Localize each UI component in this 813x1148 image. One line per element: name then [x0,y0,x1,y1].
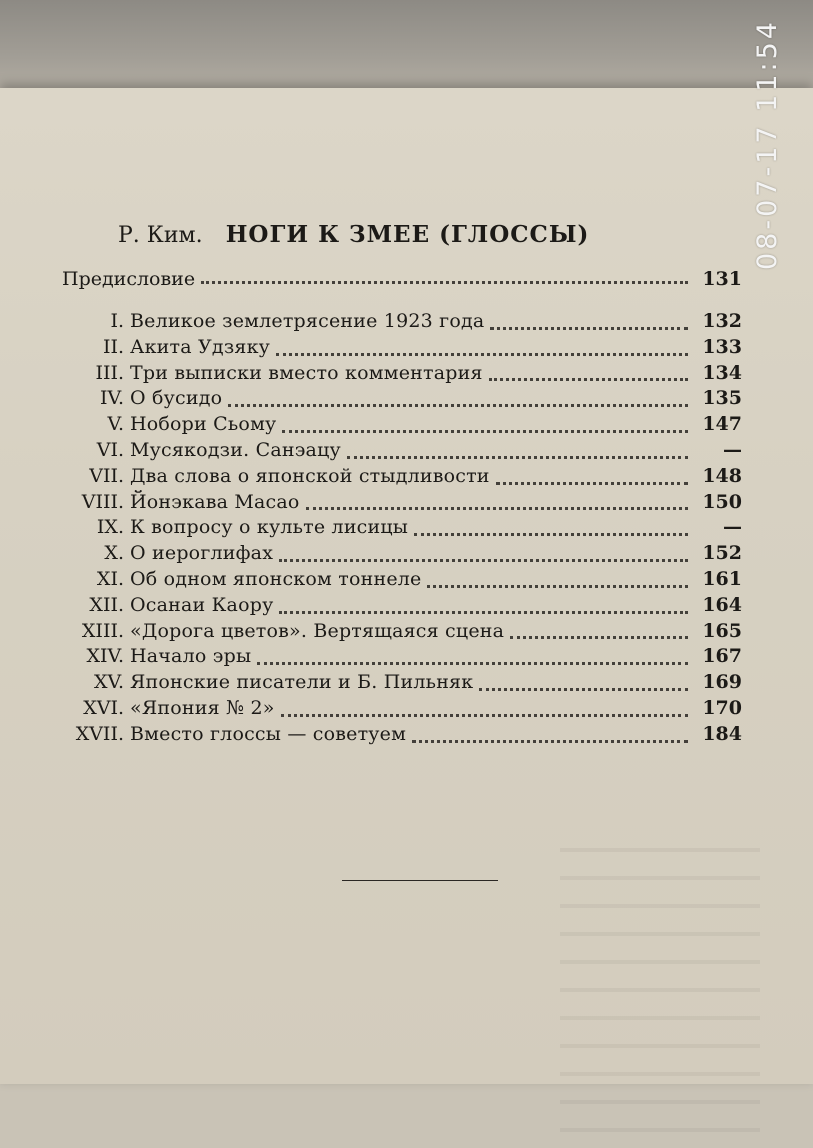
dot-leader [201,281,688,284]
chapter-number: XVI. [83,696,124,719]
page-number: 165 [702,619,742,642]
page-number: 169 [702,671,742,694]
dot-leader [510,636,688,639]
toc-entry [60,516,742,542]
toc-entry [60,336,742,362]
dot-leader [306,507,688,510]
page-number: 167 [702,645,742,668]
chapter-number: XIII. [81,619,124,642]
chapter-title: Японские писатели и Б. Пильняк [130,671,474,694]
dot-leader [496,482,688,485]
chapter-number: XVII. [75,722,124,745]
page-number: 132 [702,310,742,332]
page-number: — [723,438,742,461]
page-number: 152 [702,542,742,565]
photo-background [0,0,813,96]
chapter-number: III. [95,361,124,384]
page-number: 131 [702,268,742,290]
chapter-title: Мусякодзи. Санэацу [130,438,341,461]
chapter-number: V. [107,413,124,436]
dot-leader [279,559,688,562]
toc-entry [60,620,742,646]
chapter-title: Два слова о японской стыдливости [130,464,490,487]
chapter-title: Вместо глоссы — советуем [130,722,407,745]
chapter-title: Об одном японском тоннеле [130,567,422,590]
chapter-number: I. [110,310,124,332]
toc-entry [60,542,742,568]
dot-leader [347,456,688,459]
dot-leader [479,688,688,691]
toc-entry [60,387,742,413]
photo-timestamp: 08-07-17 11:54 [752,19,783,270]
chapter-title: К вопросу о культе лисицы [130,516,409,539]
chapter-number: VI. [96,438,124,461]
toc-entry [60,413,742,439]
chapter-title: Великое землетрясение 1923 года [130,310,485,332]
toc-entry [60,671,742,697]
dot-leader [414,533,688,536]
toc-entry [60,723,742,749]
dot-leader [412,740,688,743]
dot-leader [490,327,688,330]
page-number: 184 [702,722,742,745]
toc-entry [60,310,742,336]
dot-leader [276,353,688,356]
page-number: 164 [702,593,742,616]
chapter-number: XIV. [86,645,124,668]
toc-entry [60,491,742,517]
chapter-number: VII. [89,464,124,487]
toc-entry [60,465,742,491]
chapter-title: Йонэкава Масао [130,490,300,513]
chapter-title: Нобори Сьому [130,413,277,436]
page-number: — [723,516,742,539]
chapter-title: Три выписки вместо комментария [130,361,483,384]
dot-leader [489,378,688,381]
bleed-through-text [560,848,760,1148]
toc-preface-row [62,268,742,290]
page-number: 148 [702,464,742,487]
chapter-number: XII. [89,593,124,616]
dot-leader [427,585,688,588]
chapter-title: «Дорога цветов». Вертящаяся сцена [130,619,505,642]
dot-leader [279,611,688,614]
page-number: 170 [702,696,742,719]
chapter-number: II. [102,335,124,358]
page-number: 147 [702,413,742,436]
dot-leader [257,662,688,665]
toc-entry [60,362,742,388]
toc-entry [60,594,742,620]
table-of-contents [60,310,742,749]
page-number: 134 [702,361,742,384]
chapter-number: VIII. [81,490,124,513]
page-number: 135 [702,387,742,410]
preface-label: Предисловие [62,268,196,290]
dot-leader [281,714,688,717]
chapter-title: «Япония № 2» [130,696,275,719]
chapter-title: Начало эры [130,645,252,668]
chapter-title: О бусидо [130,387,223,410]
toc-entry [60,697,742,723]
dot-leader [282,430,688,433]
page-number: 133 [702,335,742,358]
dot-leader [228,404,688,407]
page-number: 161 [702,567,742,590]
section-title: НОГИ К ЗМЕЕ (ГЛОССЫ) [225,221,590,248]
toc-entry [60,645,742,671]
chapter-number: XI. [96,567,124,590]
chapter-number: XV. [94,671,124,694]
chapter-title: Акита Удзяку [130,335,271,358]
chapter-title: Осанаи Каору [130,593,274,616]
author-name: Р. Ким. [118,223,203,248]
page-number: 150 [702,490,742,513]
toc-entry [60,439,742,465]
chapter-title: О иероглифах [130,542,274,565]
section-header [118,221,589,248]
chapter-number: IX. [96,516,124,539]
toc-entry [60,568,742,594]
chapter-number: IV. [100,387,124,410]
chapter-number: X. [104,542,124,565]
end-rule [342,880,498,881]
